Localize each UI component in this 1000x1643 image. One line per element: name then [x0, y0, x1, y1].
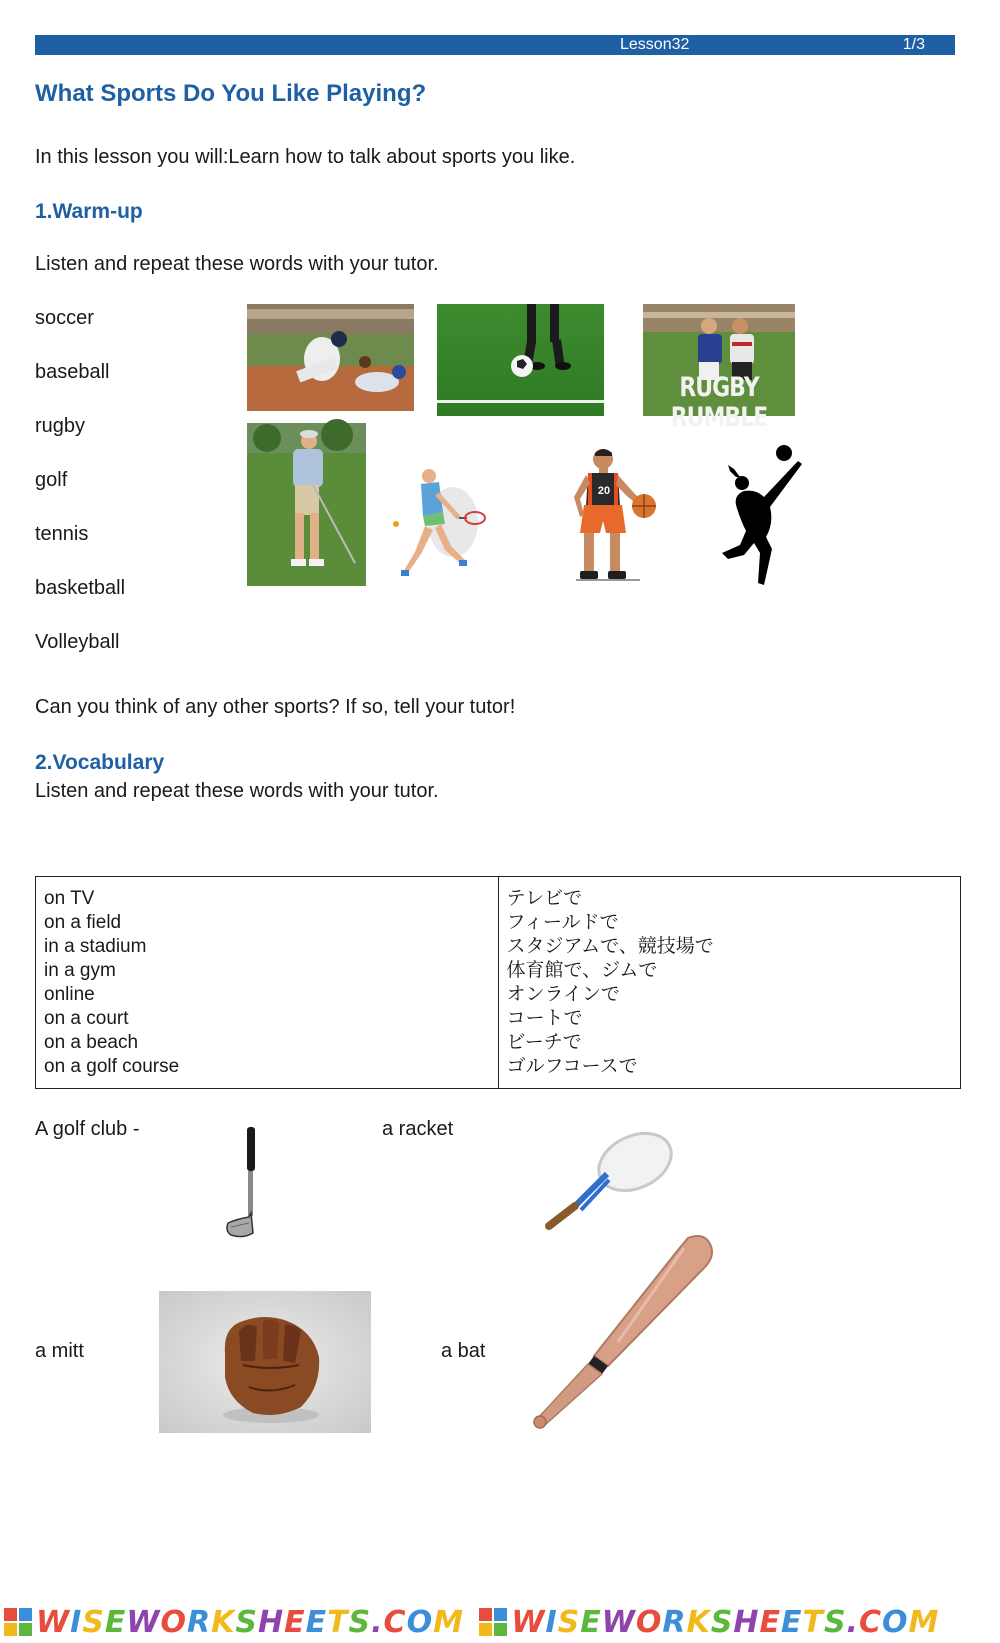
vocab-en: on a field [44, 912, 122, 933]
vocab-ja: テレビで [506, 888, 583, 909]
vocab-ja: 体育館で、ジムで [506, 960, 658, 981]
soccer-photo [437, 304, 604, 416]
footer-watermark [0, 1602, 1000, 1643]
racket-label: a racket [382, 1118, 454, 1140]
rugby-caption: RUGBY RUMBLE [670, 373, 768, 433]
footer-site-text: WISEWORKSHEETS.COM [511, 1605, 940, 1640]
word-basketball: basketball [35, 577, 126, 599]
jersey-number: 20 [597, 485, 611, 497]
mitt-label: a mitt [35, 1340, 84, 1362]
page-title: What Sports Do You Like Playing? [35, 80, 427, 107]
vocab-ja: ゴルフコースで [506, 1056, 638, 1077]
intro-text: In this lesson you will:Learn how to talk about sports you like. [35, 146, 576, 168]
rugby-photo [643, 304, 795, 433]
vocab-en: in a gym [44, 960, 116, 981]
vocabulary-instruction: Listen and repeat these words with your tutor. [35, 780, 439, 802]
word-golf: golf [35, 469, 68, 491]
header-bar [35, 35, 955, 55]
bat-image [528, 1232, 718, 1432]
footer-site-text: WISEWORKSHEETS.COM [36, 1605, 464, 1640]
mitt-photo [159, 1291, 371, 1433]
vocab-ja: スタジアムで、競技場で [506, 936, 714, 957]
golf-club-image [225, 1127, 265, 1239]
vocab-ja: フィールドで [506, 912, 619, 933]
vocabulary-table [35, 876, 961, 1089]
basketball-player-illustration [550, 445, 675, 587]
vocab-en: online [44, 984, 95, 1005]
logo-icon [479, 1608, 507, 1636]
warmup-heading: 1.Warm-up [35, 200, 143, 223]
page-indicator: 1/3 [902, 36, 925, 53]
vocab-en: on a golf course [44, 1056, 180, 1077]
vocab-en: in a stadium [44, 936, 147, 957]
golf-club-label: A golf club - [35, 1118, 140, 1140]
warmup-instruction: Listen and repeat these words with your tutor. [35, 253, 439, 275]
vocab-ja: ビーチで [506, 1032, 582, 1053]
vocab-en: on TV [44, 888, 95, 909]
word-rugby: rugby [35, 415, 86, 437]
racket-image [545, 1130, 675, 1230]
vocab-ja: オンラインで [506, 984, 620, 1005]
vocab-en: on a court [44, 1008, 129, 1029]
vocab-ja: コートで [506, 1008, 583, 1029]
bat-label: a bat [441, 1340, 486, 1362]
japanese-column [499, 877, 961, 1088]
word-soccer: soccer [35, 307, 94, 329]
lesson-number: Lesson32 [620, 36, 690, 53]
word-volleyball: Volleyball [35, 631, 120, 653]
golf-photo [247, 423, 366, 586]
baseball-photo [247, 304, 414, 411]
tennis-player-illustration [393, 460, 488, 585]
word-tennis: tennis [35, 523, 89, 545]
vocab-en: on a beach [44, 1032, 139, 1053]
volleyball-player-silhouette [714, 437, 814, 599]
word-baseball: baseball [35, 361, 110, 383]
other-sports-question: Can you think of any other sports? If so, tell your tutor! [35, 696, 516, 718]
vocabulary-heading: 2.Vocabulary [35, 751, 165, 774]
english-column [36, 877, 499, 1088]
logo-icon [4, 1608, 32, 1636]
